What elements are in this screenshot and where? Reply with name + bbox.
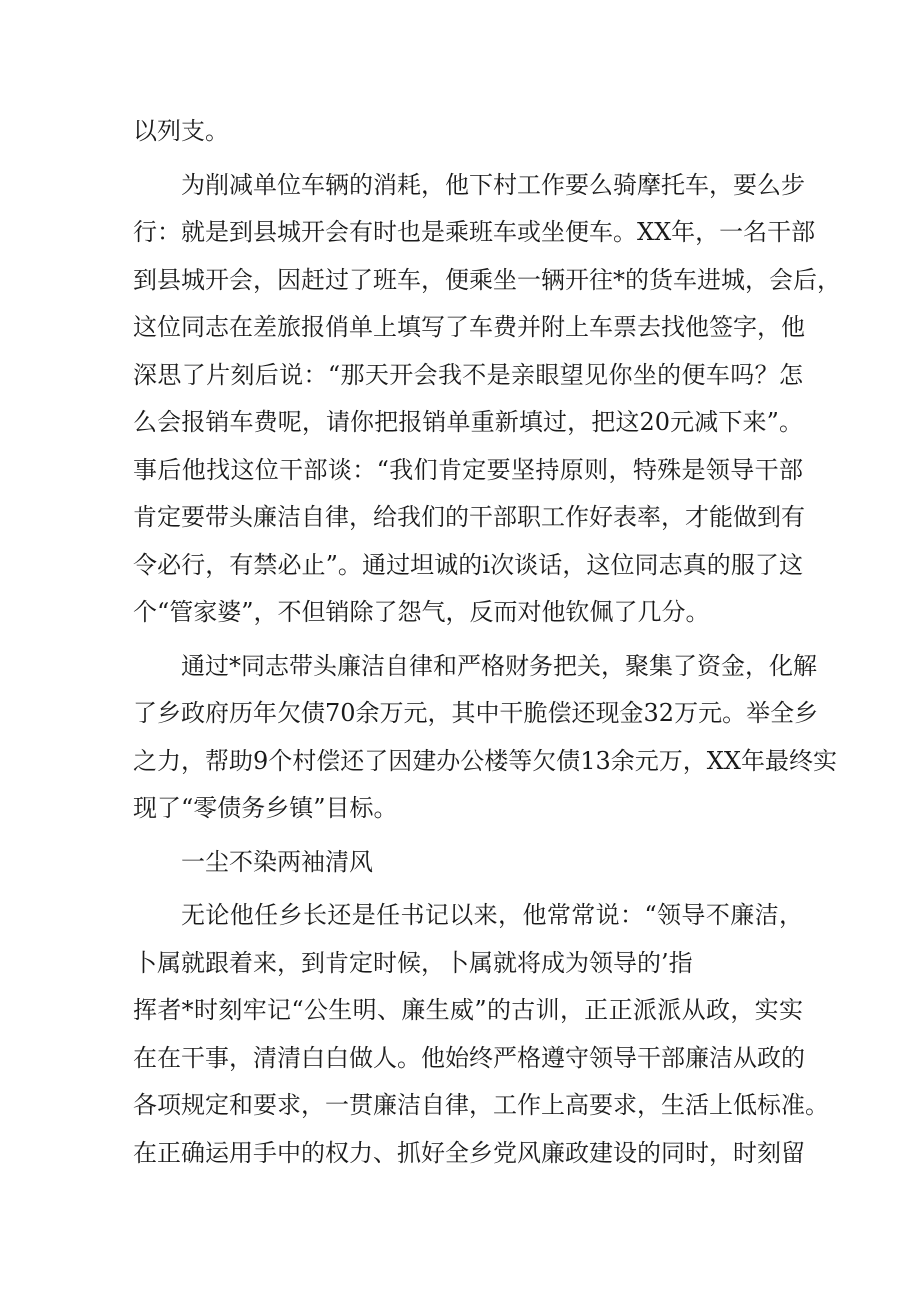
- text-line: 了乡政府历年欠债70余万元，其中干脆偿还现金32万元。举全乡: [133, 699, 819, 727]
- paragraph-start-line: 为削减单位车辆的消耗，他下村工作要么骑摩托车，要么步: [181, 170, 805, 199]
- text-line: 现了“零债务乡镇”目标。: [133, 794, 398, 822]
- text-line: 么会报销车费呢，请你把报销单重新填过，把这20元减下来”。: [133, 408, 803, 436]
- text-line: 肯定要带头廉洁自律，给我们的干部职工作好表率，才能做到有: [133, 503, 805, 531]
- text-line: 在正确运用手中的权力、抓好全乡党风廉政建设的同时，时刻留: [133, 1138, 805, 1167]
- paragraph-start-line: 无论他任乡长还是任书记以来，他常常说：“领导不廉洁，: [181, 901, 803, 929]
- text-line: 以列支。: [133, 117, 229, 145]
- text-line: 之力，帮助9个村偿还了因建办公楼等欠债13余元万，XX年最终实: [133, 746, 837, 775]
- text-line: 令必行，有禁必止”。通过坦诚的i次谈话，这位同志真的服了这: [133, 550, 803, 579]
- text-line: 行：就是到县城开会有时也是乘班车或坐便车。XX年，一名干部: [133, 218, 816, 246]
- text-line: 卜属就跟着来，到肯定时候，卜属就将成为领导的’指: [133, 948, 693, 977]
- text-line: 挥者*时刻牢记“公生明、廉生威”的古训，正正派派从政，实实: [133, 996, 803, 1024]
- text-line: 深思了片刻后说：“那天开会我不是亲眼望见你坐的便车吗？怎: [133, 360, 803, 389]
- text-line: 这位同志在差旅报俏单上填写了车费并附上车票去找他签字，他: [133, 313, 805, 341]
- paragraph-start-line: 通过*同志带头廉洁自律和严格财务把关，聚集了资金，化解: [181, 651, 817, 680]
- text-line: 在在干事，清清白白做人。他始终严格遵守领导干部廉洁从政的: [133, 1043, 805, 1072]
- text-line: 各项规定和要求，一贯廉洁自律，工作上高要求，生活上低标准。: [133, 1091, 829, 1119]
- document-body: [133, 108, 841, 1177]
- section-heading: 一尘不染两袖清风: [181, 847, 373, 876]
- text-line: 到县城开会，因赶过了班车，便乘坐一辆开往*的货车进城，会后，: [133, 265, 841, 294]
- text-line: 事后他找这位干部谈：“我们肯定要坚持原则，特殊是领导干部: [133, 455, 803, 484]
- text-line: 个“管家婆”，不但销除了怨气，反而对他钦佩了几分。: [133, 598, 710, 626]
